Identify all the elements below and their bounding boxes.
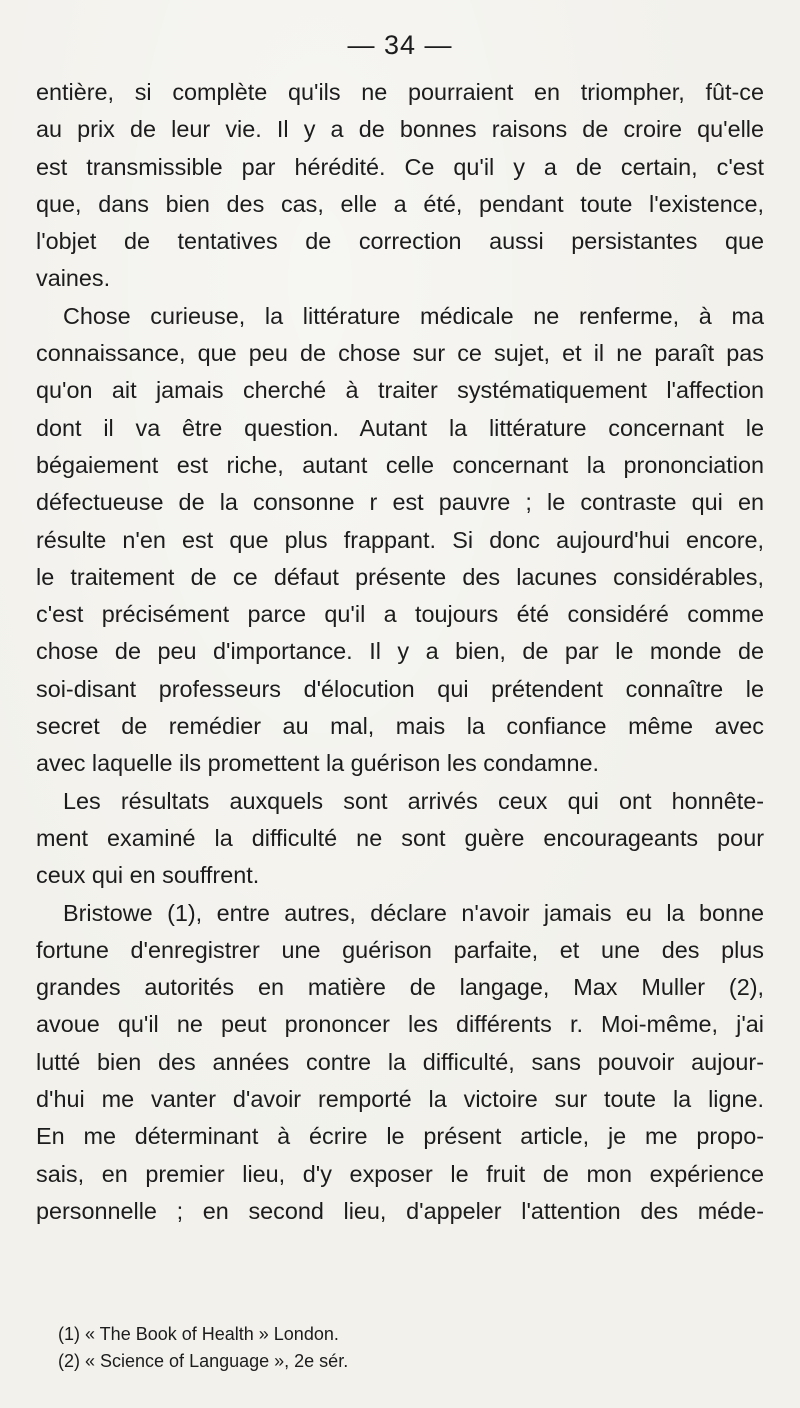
body-text (36, 74, 764, 1230)
text-line: au prix de leur vie. Il y a de bonnes raisons de croire qu'elle (36, 116, 764, 143)
text-line: personnelle ; en second lieu, d'appeler l'attention des méde- (36, 1197, 764, 1224)
text-line: c'est précisément parce qu'il a toujours été considéré comme (36, 601, 764, 628)
text-line: Chose curieuse, la littérature médicale ne renferme, à ma (63, 302, 764, 329)
text-line: sais, en premier lieu, d'y exposer le fruit de mon expérience (36, 1160, 764, 1187)
text-line: secret de remédier au mal, mais la confiance même avec (36, 713, 764, 740)
text-line: est transmissible par hérédité. Ce qu'il y a de certain, c'est (36, 153, 764, 180)
text-line: ceux qui en souffrent. (36, 862, 260, 889)
text-line: avec laquelle ils promettent la guérison les condamne. (36, 750, 599, 777)
text-line: connaissance, que peu de chose sur ce sujet, et il ne paraît pas (36, 340, 764, 367)
text-line: lutté bien des années contre la difficulté, sans pouvoir aujour- (36, 1048, 764, 1075)
text-line: défectueuse de la consonne r est pauvre ; le contraste qui en (36, 489, 764, 516)
text-line: soi-disant professeurs d'élocution qui prétendent connaître le (36, 675, 764, 702)
footnotes (58, 1321, 758, 1375)
footnote: (2) « Science of Language », 2e sér. (58, 1351, 349, 1371)
footnote: (1) « The Book of Health » London. (58, 1324, 339, 1344)
text-line: bégaiement est riche, autant celle concernant la prononciation (36, 451, 764, 478)
text-line: grandes autorités en matière de langage, Max Muller (2), (36, 974, 764, 1001)
text-line: entière, si complète qu'ils ne pourraient en triompher, fût-ce (36, 79, 764, 105)
text-line: avoue qu'il ne peut prononcer les différents r. Moi-même, j'ai (36, 1011, 764, 1038)
text-line: que, dans bien des cas, elle a été, pendant toute l'existence, (36, 190, 764, 217)
text-line: résulte n'en est que plus frappant. Si donc aujourd'hui encore, (36, 526, 764, 553)
text-line: qu'on ait jamais cherché à traiter systématiquement l'affection (36, 377, 764, 404)
text-line: le traitement de ce défaut présente des lacunes considérables, (36, 563, 764, 590)
text-line: fortune d'enregistrer une guérison parfaite, et une des plus (36, 936, 764, 963)
page-number: — 34 — (347, 30, 453, 60)
text-line: dont il va être question. Autant la littérature concernant le (36, 414, 764, 441)
text-line: Bristowe (1), entre autres, déclare n'avoir jamais eu la bonne (63, 899, 764, 926)
text-line: vaines. (36, 265, 111, 292)
text-line: chose de peu d'importance. Il y a bien, de par le monde de (36, 638, 764, 665)
text-line: ment examiné la difficulté ne sont guère encourageants pour (36, 824, 764, 851)
text-line: l'objet de tentatives de correction aussi persistantes que (36, 228, 764, 255)
text-line: Les résultats auxquels sont arrivés ceux qui ont honnête- (63, 787, 764, 814)
text-line: En me déterminant à écrire le présent article, je me propo- (36, 1123, 764, 1150)
text-line: d'hui me vanter d'avoir remporté la victoire sur toute la ligne. (36, 1086, 764, 1113)
